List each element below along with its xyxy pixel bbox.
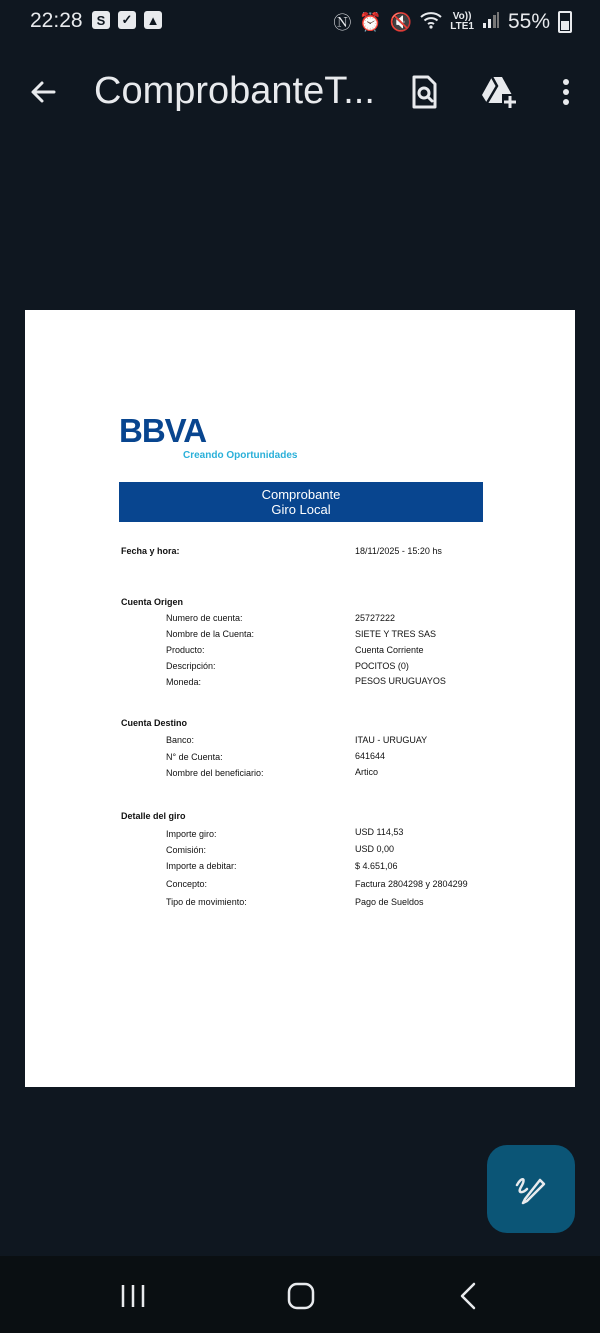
drive-add-icon[interactable] (478, 72, 518, 112)
fecha-value: 18/11/2025 - 15:20 hs (355, 546, 442, 556)
section-title-origen: Cuenta Origen (121, 597, 184, 607)
status-bar (0, 0, 600, 44)
s-app-icon: S (92, 11, 110, 29)
battery-icon (558, 11, 572, 33)
bbva-logo-mark (119, 414, 219, 446)
field-value: 641644 (355, 751, 386, 761)
document-page[interactable] (25, 310, 575, 1087)
signal-icon (482, 11, 500, 34)
more-vert-icon[interactable] (546, 72, 586, 112)
field-label: Importe giro: (166, 829, 217, 839)
navigation-bar (0, 1256, 600, 1333)
receipt-banner (119, 482, 483, 522)
svg-text:BBVA: BBVA (119, 414, 207, 446)
field-label: Descripción: (166, 661, 216, 671)
app-bar (0, 58, 600, 128)
edit-fab-button[interactable] (487, 1145, 575, 1233)
section-title-destino: Cuenta Destino (121, 718, 188, 728)
field-value: PESOS URUGUAYOS (355, 676, 446, 686)
field-label: Tipo de movimiento: (166, 897, 247, 907)
field-label: Nombre de la Cuenta: (166, 629, 255, 639)
lte-indicator: Vo)) LTE1 (450, 11, 474, 32)
search-document-icon[interactable] (404, 72, 444, 112)
field-value: Factura 2804298 y 2804299 (355, 879, 468, 889)
banner-line-1: Comprobante (261, 487, 341, 502)
field-label: Banco: (166, 735, 195, 745)
field-label: Moneda: (166, 677, 202, 687)
bbva-logo (119, 414, 229, 451)
field-label: N° de Cuenta: (166, 752, 223, 762)
field-label: Importe a debitar: (166, 861, 237, 871)
field-label: Concepto: (166, 879, 208, 889)
field-value: Artico (355, 767, 379, 777)
field-value: USD 114,53 (355, 827, 404, 837)
image-icon: ▲ (144, 11, 162, 29)
field-value: Cuenta Corriente (355, 645, 424, 655)
battery-percent: 55% (507, 10, 550, 33)
nfc-icon: Ⓝ (333, 13, 352, 33)
field-value: SIETE Y TRES SAS (355, 629, 437, 639)
back-icon[interactable] (444, 1276, 494, 1316)
tagline: Creando Oportunidades (183, 450, 298, 461)
mute-icon: 🔇 (389, 11, 413, 32)
back-arrow-icon[interactable] (24, 72, 64, 112)
field-label: Producto: (166, 645, 205, 655)
field-value: USD 0,00 (355, 844, 395, 854)
alarm-icon: ⏰ (359, 11, 382, 32)
section-title-detalle: Detalle del giro (121, 811, 186, 821)
document-title: ComprobanteT... (94, 70, 375, 112)
edit-pen-icon (511, 1169, 551, 1209)
banner-line-2: Giro Local (271, 502, 331, 517)
fecha-label: Fecha y hora: (121, 546, 180, 556)
check-icon: ✓ (118, 11, 136, 29)
field-label: Numero de cuenta: (166, 613, 243, 623)
field-value: ITAU - URUGUAY (355, 735, 428, 745)
field-label: Comisión: (166, 845, 207, 855)
status-time: 22:28 (30, 9, 83, 32)
home-icon[interactable] (276, 1276, 326, 1316)
recents-icon[interactable] (108, 1276, 158, 1316)
field-value: POCITOS (0) (355, 661, 409, 671)
field-value: $ 4.651,06 (355, 861, 398, 871)
field-value: 25727222 (355, 613, 396, 623)
wifi-icon (420, 11, 442, 34)
field-label: Nombre del beneficiario: (166, 768, 264, 778)
field-value: Pago de Sueldos (355, 897, 424, 907)
